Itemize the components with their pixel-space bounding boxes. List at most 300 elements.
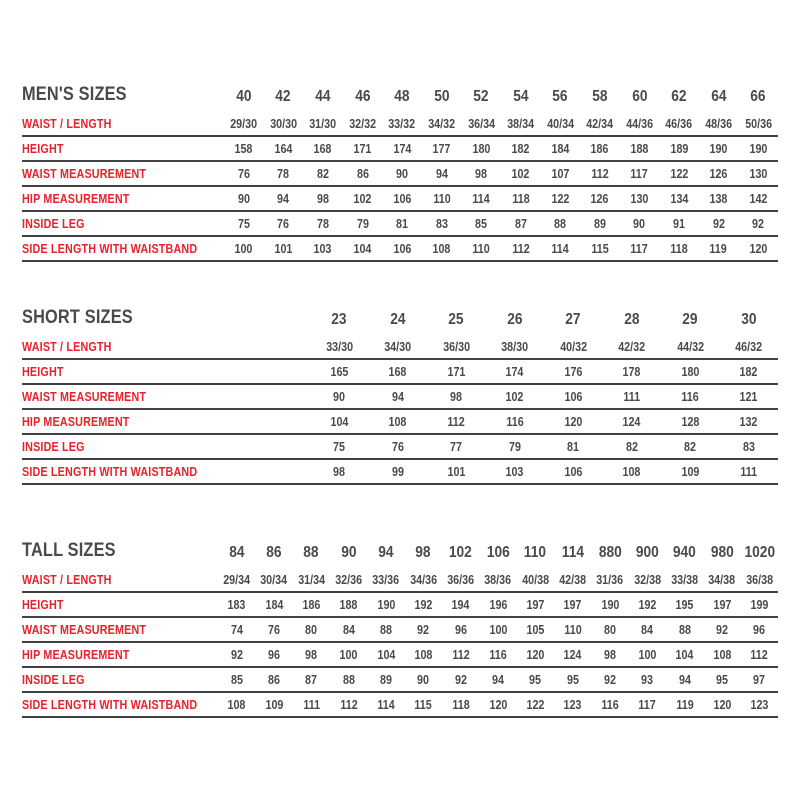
size-value: 92 [715,622,728,637]
size-value-cell [382,211,422,236]
table-row-hip-measurement [22,186,778,211]
size-value-cell [479,667,516,692]
size-value-cell [461,211,501,236]
size-value-cell [659,112,699,136]
size-value: 115 [591,241,609,256]
size-value: 98 [305,647,318,662]
size-value-cell [303,161,343,186]
size-value-cell [422,136,462,161]
size-value-cell [224,211,264,236]
table-row-waist-measurement [22,161,778,186]
size-value-cell [343,211,383,236]
size-value-cell [264,236,304,261]
size-value-cell [741,592,778,617]
table-row-height [22,136,778,161]
size-value-cell [741,617,778,642]
size-value: 195 [675,597,694,612]
size-value: 44/32 [676,339,704,354]
size-value: 196 [488,597,507,612]
size-value-cell [405,667,442,692]
size-value: 120 [564,414,583,429]
size-value-cell [703,667,740,692]
size-value-cell [310,459,369,484]
size-value-cell [303,186,343,211]
size-number: 30 [741,311,757,328]
size-value-cell [330,568,367,592]
size-value: 104 [353,241,372,256]
size-value: 184 [551,141,570,156]
size-value-cell [293,568,330,592]
size-value: 92 [712,216,725,231]
size-value: 190 [600,597,619,612]
size-value: 94 [435,166,448,181]
size-value: 32/36 [335,572,363,587]
size-value-cell [629,667,666,692]
size-value-cell [541,186,581,211]
size-value: 82 [316,166,329,181]
table-short-sizes [22,302,778,485]
size-value: 108 [414,647,433,662]
row-label: HEIGHT [22,597,64,612]
size-value-cell [369,459,428,484]
size-number: 48 [394,88,410,105]
size-value: 81 [396,216,409,231]
size-value-cell [427,434,486,459]
size-value-cell [501,112,541,136]
size-value-cell [544,459,603,484]
size-number: 880 [598,544,622,561]
size-value: 36/38 [745,572,773,587]
table-title-text: MEN'S SIZES [22,84,127,105]
size-value-cell [442,667,479,692]
size-value: 105 [526,622,545,637]
size-value: 95 [566,672,579,687]
table-title [22,538,218,568]
size-value-cell [541,112,581,136]
size-header-cell [591,538,628,568]
size-value: 112 [750,647,768,662]
size-value-cell [218,617,255,642]
size-value-cell [293,692,330,717]
size-number: 114 [561,544,584,561]
size-value: 84 [641,622,654,637]
row-label: HEIGHT [22,141,64,156]
size-value: 108 [622,464,641,479]
size-value: 101 [274,241,293,256]
size-value-cell [405,592,442,617]
row-label: WAIST MEASUREMENT [22,166,147,181]
table-title-text: TALL SIZES [22,540,116,561]
table-title [22,78,224,112]
size-value-cell [544,359,603,384]
size-value-cell [501,236,541,261]
row-label: HIP MEASUREMENT [22,414,130,429]
size-value-cell [367,642,404,667]
size-value-cell [255,592,292,617]
size-header-cell [544,302,603,335]
size-number: 50 [433,88,450,105]
size-header-cell [517,538,554,568]
size-number: 900 [635,544,659,561]
size-value-cell [461,112,501,136]
size-value: 81 [567,439,580,454]
size-number: 110 [524,544,547,561]
size-value: 85 [230,672,243,687]
size-value: 40/38 [521,572,549,587]
size-value: 117 [630,241,649,256]
size-value-cell [255,617,292,642]
table-title [22,302,310,335]
size-value-cell [620,161,660,186]
size-value: 92 [417,622,430,637]
size-value: 80 [603,622,616,637]
size-value-cell [738,136,778,161]
size-header-cell [666,538,703,568]
size-value: 34/30 [384,339,412,354]
size-value: 87 [305,672,318,687]
size-value-cell [554,592,591,617]
table-row-side-length-with-waistband [22,692,778,717]
size-value-cell [666,692,703,717]
size-value-cell [310,409,369,434]
size-value: 165 [330,364,349,379]
size-value: 33/38 [671,572,699,587]
size-value-cell [264,211,304,236]
size-value: 186 [302,597,321,612]
size-value-cell [369,434,428,459]
size-value: 194 [451,597,470,612]
size-header-cell [659,78,699,112]
size-value-cell [659,161,699,186]
size-value: 96 [268,647,280,662]
size-value: 92 [454,672,467,687]
size-number: 90 [340,544,357,561]
size-value-cell [544,434,603,459]
size-value-cell [541,236,581,261]
size-value: 95 [529,672,542,687]
size-value-cell [591,667,628,692]
size-value: 182 [739,364,758,379]
row-label: INSIDE LEG [22,439,85,454]
size-value: 98 [333,464,346,479]
size-value-cell [369,409,428,434]
size-value-cell [330,667,367,692]
size-value-cell [699,236,739,261]
size-value: 34/38 [708,572,736,587]
size-value: 102 [353,191,372,206]
size-value-cell [661,459,720,484]
size-value: 98 [316,191,329,206]
size-value: 112 [339,697,358,712]
size-value: 190 [377,597,395,612]
size-value-cell [554,617,591,642]
size-value-cell [427,384,486,409]
size-header-cell [661,302,720,335]
size-value: 88 [678,622,691,637]
size-value: 94 [491,672,504,687]
size-value-cell [264,161,304,186]
row-label-cell [22,236,224,261]
size-value-cell [367,592,404,617]
size-value-cell [659,236,699,261]
table-title-text: SHORT SIZES [22,307,133,328]
row-label-cell [22,642,218,667]
table-row-hip-measurement [22,642,778,667]
size-value-cell [382,161,422,186]
size-value-cell [703,692,740,717]
size-number: 25 [448,311,464,328]
size-value-cell [343,136,383,161]
size-value: 38/30 [501,339,529,354]
size-header-cell [422,78,462,112]
size-value-cell [629,592,666,617]
size-value: 104 [675,647,694,662]
size-value: 188 [339,597,358,612]
size-value-cell [738,186,778,211]
size-value: 197 [563,597,582,612]
size-value-cell [580,211,620,236]
size-value-cell [580,136,620,161]
size-value: 29/34 [223,572,251,587]
size-value-cell [703,568,740,592]
size-value-cell [224,186,264,211]
size-value: 86 [268,672,280,687]
size-value-cell [310,335,369,359]
size-value-cell [666,642,703,667]
size-value: 120 [749,241,768,256]
size-header-cell [330,538,367,568]
size-value-cell [218,692,255,717]
size-number: 40 [236,88,252,105]
size-value: 158 [234,141,253,156]
size-value-cell [620,136,660,161]
size-value: 31/30 [309,116,337,131]
row-label-cell [22,568,218,592]
row-label-cell [22,434,310,459]
table-row-side-length-with-waistband [22,459,778,484]
size-value: 89 [379,672,392,687]
size-value-cell [293,617,330,642]
size-number: 52 [473,88,489,105]
size-value: 174 [393,141,411,156]
table-row-waist-length [22,568,778,592]
size-value: 138 [709,191,728,206]
size-value: 83 [742,439,755,454]
size-value: 46/32 [735,339,763,354]
size-value-cell [422,236,462,261]
size-value-cell [517,667,554,692]
row-label-cell [22,617,218,642]
size-header-cell [293,538,330,568]
size-value: 96 [454,622,467,637]
size-value: 92 [603,672,616,687]
table-row-inside-leg [22,667,778,692]
size-value-cell [741,642,778,667]
size-value-cell [591,692,628,717]
table-row-height [22,592,778,617]
size-value: 76 [268,622,280,637]
size-value: 174 [505,364,524,379]
size-value-cell [330,617,367,642]
size-value: 117 [630,166,649,181]
size-value-cell [218,642,255,667]
size-value: 168 [388,364,407,379]
size-value-cell [479,568,516,592]
size-value-cell [310,359,369,384]
row-label: SIDE LENGTH WITH WAISTBAND [22,697,198,712]
size-value: 190 [749,141,768,156]
size-value: 126 [709,166,728,181]
row-label: HIP MEASUREMENT [22,647,130,662]
size-number: 1020 [743,544,775,561]
size-value-cell [603,409,662,434]
size-header-row [22,78,778,112]
size-value-cell [738,236,778,261]
size-value: 112 [451,647,470,662]
size-value-cell [486,459,545,484]
size-value-cell [486,384,545,409]
size-value-cell [303,236,343,261]
row-label: WAIST / LENGTH [22,572,112,587]
row-label: SIDE LENGTH WITH WAISTBAND [22,241,198,256]
size-value: 75 [333,439,346,454]
size-number: 84 [229,544,245,561]
size-value-cell [661,409,720,434]
row-label: WAIST / LENGTH [22,339,112,354]
size-value-cell [517,568,554,592]
size-value: 180 [681,364,700,379]
size-value-cell [661,335,720,359]
size-value-cell [442,642,479,667]
table-row-height [22,359,778,384]
size-value-cell [544,384,603,409]
size-value: 197 [712,597,731,612]
size-number: 56 [552,88,568,105]
size-value-cell [544,409,603,434]
size-value-cell [382,186,422,211]
size-value-cell [255,568,292,592]
size-value-cell [629,568,666,592]
size-value-cell [720,335,779,359]
size-value-cell [661,359,720,384]
size-value: 118 [670,241,688,256]
size-value-cell [703,642,740,667]
size-number: 23 [331,311,347,328]
size-value: 114 [472,191,490,206]
size-value-cell [427,409,486,434]
size-value-cell [554,692,591,717]
size-value: 109 [681,464,700,479]
size-value: 75 [237,216,250,231]
size-value: 83 [435,216,448,231]
size-value: 38/34 [507,116,535,131]
size-value: 110 [432,191,451,206]
size-value: 84 [342,622,355,637]
size-value-cell [479,692,516,717]
size-value-cell [461,161,501,186]
row-label-cell [22,112,224,136]
size-value: 112 [512,241,530,256]
size-number: 106 [486,544,510,561]
size-number: 86 [266,544,282,561]
size-value-cell [629,617,666,642]
size-value: 95 [715,672,728,687]
size-value-cell [517,617,554,642]
size-value: 77 [450,439,463,454]
size-value: 32/38 [633,572,661,587]
row-label-cell [22,161,224,186]
size-header-cell [310,302,369,335]
size-value-cell [442,692,479,717]
size-value-cell [303,211,343,236]
size-value: 36/30 [442,339,470,354]
size-header-cell [741,538,778,568]
size-value: 180 [472,141,491,156]
size-value-cell [486,434,545,459]
size-value-cell [699,136,739,161]
size-header-cell [224,78,264,112]
size-value: 38/36 [484,572,512,587]
size-value: 164 [274,141,293,156]
size-value: 106 [564,389,583,404]
size-number: 24 [390,311,406,328]
size-value: 88 [554,216,567,231]
size-value-cell [603,359,662,384]
size-value: 96 [753,622,766,637]
size-value-cell [218,592,255,617]
size-number: 980 [710,544,734,561]
size-value-cell [738,211,778,236]
size-value-cell [591,642,628,667]
size-value: 126 [590,191,609,206]
size-value-cell [224,236,264,261]
size-value: 42/38 [559,572,587,587]
size-value: 116 [506,414,524,429]
row-label: WAIST MEASUREMENT [22,622,147,637]
size-value: 192 [638,597,657,612]
row-label-cell [22,592,218,617]
size-value-cell [479,642,516,667]
table-row-waist-measurement [22,384,778,409]
size-value-cell [382,112,422,136]
size-value-cell [720,359,779,384]
size-value: 34/32 [428,116,456,131]
size-value-cell [461,186,501,211]
size-number: 44 [315,88,331,105]
size-value-cell [369,384,428,409]
size-value-cell [255,692,292,717]
size-header-cell [486,302,545,335]
size-value: 124 [622,414,641,429]
size-value: 108 [712,647,731,662]
size-value: 40/34 [546,116,574,131]
size-value: 130 [630,191,649,206]
size-header-cell [720,302,779,335]
size-value: 90 [633,216,646,231]
size-value-cell [661,384,720,409]
size-value-cell [501,161,541,186]
size-header-cell [620,78,660,112]
size-number: 54 [513,88,529,105]
size-header-cell [303,78,343,112]
size-value-cell [541,211,581,236]
table-row-inside-leg [22,434,778,459]
size-value-cell [741,692,778,717]
row-label-cell [22,384,310,409]
size-value: 99 [391,464,404,479]
size-value: 114 [377,697,395,712]
size-value: 190 [709,141,728,156]
